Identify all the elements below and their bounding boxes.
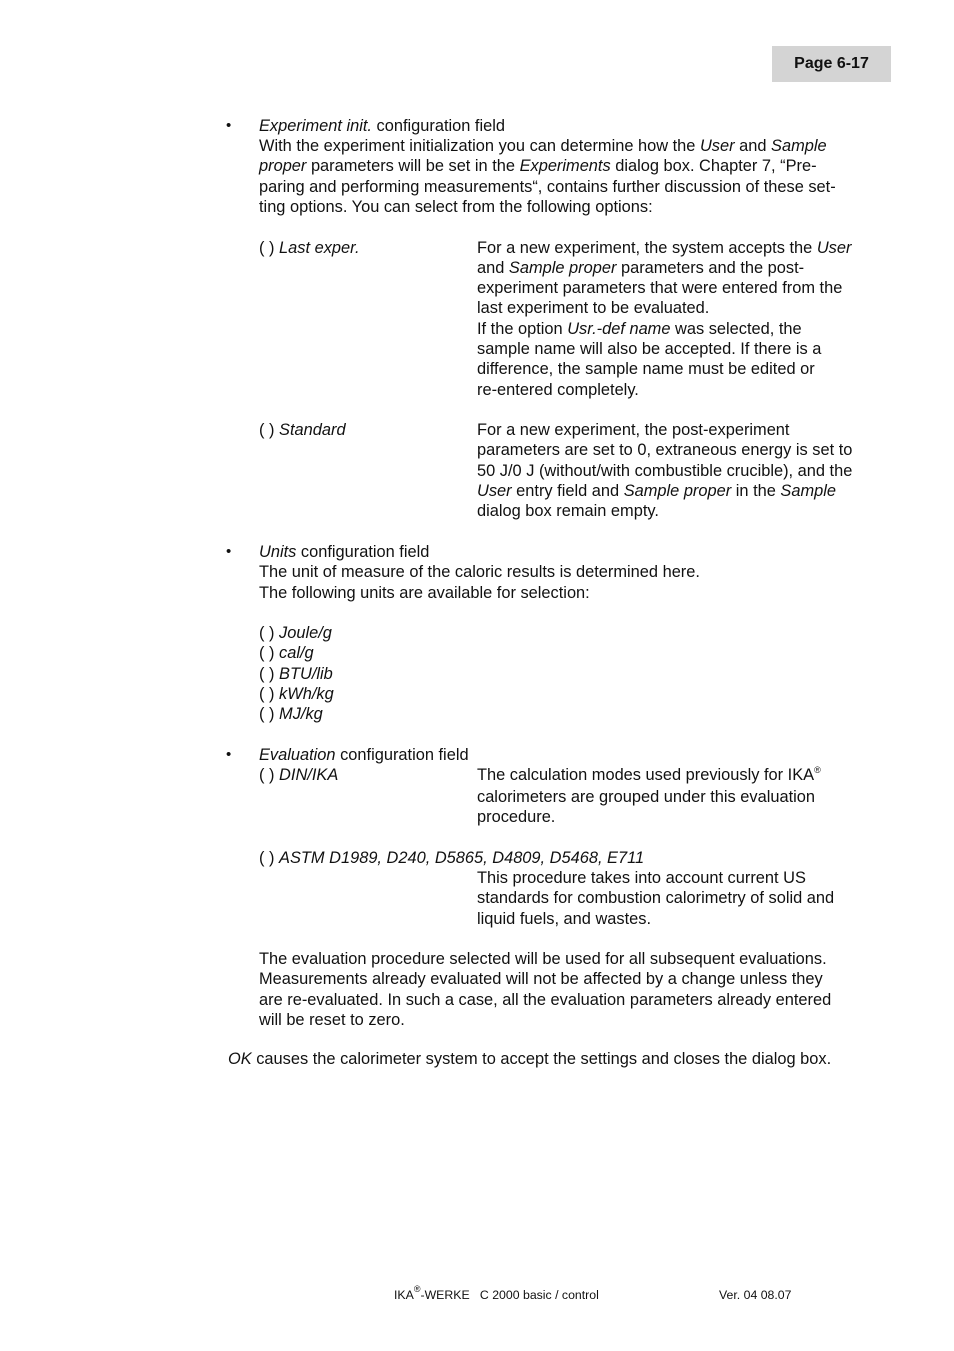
option-astm-desc: standards for combustion calorimetry of solid and — [477, 889, 835, 907]
option-standard-desc: parameters are set to 0, extraneous energy is set to — [477, 441, 853, 459]
option-last-exper: ( ) Last exper. — [259, 239, 360, 257]
experiment-init-heading: Experiment init. configuration field — [259, 117, 505, 135]
units-heading: Units configuration field — [259, 543, 430, 561]
option-din-ika-desc: The calculation modes used previously for IKA® — [477, 765, 821, 784]
footer-version: Ver. 04 08.07 — [719, 1288, 792, 1302]
evaluation-paragraph-line: The evaluation procedure selected will be used for all subsequent evaluations. — [259, 950, 827, 968]
option-astm: ( ) ASTM D1989, D240, D5865, D4809, D5468, E711 — [259, 849, 645, 867]
option-last-exper-desc: re-entered completely. — [477, 381, 639, 399]
option-standard-desc: User entry field and Sample proper in the Sample — [477, 482, 836, 500]
unit-option-cal: ( ) cal/g — [259, 644, 314, 662]
option-standard-desc: 50 J/0 J (without/with combustible crucible), and the — [477, 462, 853, 480]
option-astm-desc: liquid fuels, and wastes. — [477, 910, 652, 928]
units-text-line: The unit of measure of the caloric results is determined here. — [259, 563, 700, 581]
bullet-experiment-init: • — [226, 117, 232, 134]
option-last-exper-desc: experiment parameters that were entered from the — [477, 279, 843, 297]
option-standard-desc: dialog box remain empty. — [477, 502, 659, 520]
unit-option-joule: ( ) Joule/g — [259, 624, 332, 642]
option-last-exper-desc: If the option Usr.-def name was selected, the — [477, 320, 802, 338]
option-last-exper-desc: sample name will also be accepted. If there is a — [477, 340, 822, 358]
unit-option-btu: ( ) BTU/lib — [259, 665, 333, 683]
experiment-init-text-line: With the experiment initialization you can determine how the User and Sample — [259, 137, 827, 155]
footer-product: IKA®-WERKE C 2000 basic / control — [394, 1284, 599, 1302]
option-din-ika-desc: procedure. — [477, 808, 556, 826]
evaluation-paragraph-line: are re-evaluated. In such a case, all the evaluation parameters already entered — [259, 991, 832, 1009]
option-din-ika-desc: calorimeters are grouped under this evaluation — [477, 788, 816, 806]
experiment-init-text-line: paring and performing measurements“, contains further discussion of these set- — [259, 178, 836, 196]
unit-option-kwh: ( ) kWh/kg — [259, 685, 334, 703]
option-din-ika: ( ) DIN/IKA — [259, 766, 339, 784]
experiment-init-text-line: ting options. You can select from the following options: — [259, 198, 653, 216]
page-number-badge: Page 6-17 — [772, 46, 891, 82]
unit-option-mj: ( ) MJ/kg — [259, 705, 323, 723]
bullet-units: • — [226, 543, 232, 560]
option-last-exper-desc: For a new experiment, the system accepts the User — [477, 239, 852, 257]
ok-description: OK causes the calorimeter system to accept the settings and closes the dialog box. — [228, 1050, 832, 1068]
option-standard-desc: For a new experiment, the post-experiment — [477, 421, 790, 439]
footer-registered-mark: ® — [413, 1284, 421, 1294]
option-last-exper-desc: difference, the sample name must be edited or — [477, 360, 815, 378]
units-text-line: The following units are available for selection: — [259, 584, 590, 602]
registered-mark: ® — [814, 765, 821, 775]
evaluation-paragraph-line: Measurements already evaluated will not be affected by a change unless they — [259, 970, 823, 988]
bullet-evaluation: • — [226, 746, 232, 763]
option-last-exper-desc: and Sample proper parameters and the post- — [477, 259, 805, 277]
option-last-exper-desc: last experiment to be evaluated. — [477, 299, 710, 317]
experiment-init-text-line: proper parameters will be set in the Experiments dialog box. Chapter 7, “Pre- — [259, 157, 817, 175]
evaluation-paragraph-line: will be reset to zero. — [259, 1011, 405, 1029]
evaluation-heading: Evaluation configuration field — [259, 746, 469, 764]
option-standard: ( ) Standard — [259, 421, 346, 439]
option-astm-desc: This procedure takes into account current US — [477, 869, 806, 887]
